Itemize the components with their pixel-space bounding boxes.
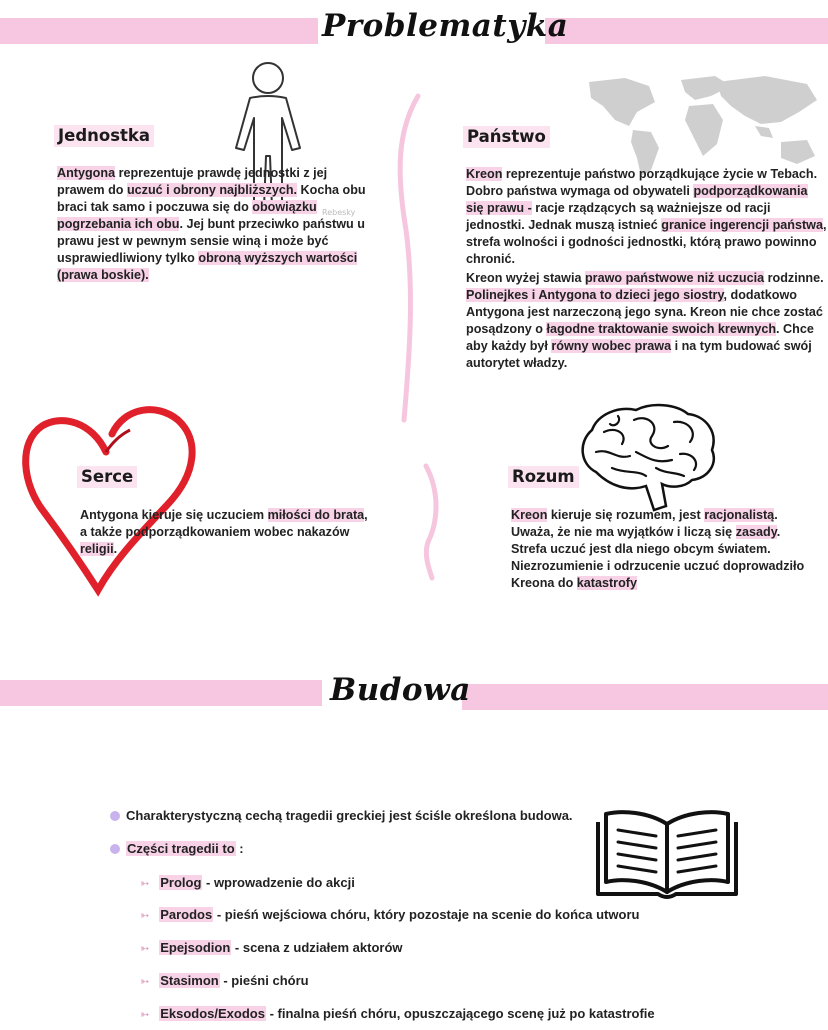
divider-curve [392, 90, 432, 430]
list-item-part [140, 973, 309, 988]
part-desc: - scena z udziałem aktorów [231, 940, 403, 955]
highlighted-text: Antygona [57, 166, 116, 180]
list-item-part [140, 940, 403, 955]
arrow-icon: ➳ [140, 910, 150, 922]
divider-curve-lower [418, 462, 448, 582]
highlighted-text: racjonalistą [704, 508, 775, 522]
arrow-icon: ➳ [140, 976, 150, 988]
paragraph-text: , strefa wolności i godności jednostki, którą prawo powinno chronić. [466, 218, 827, 266]
paragraph-text: Antygona kieruje się uczuciem [80, 508, 268, 522]
list-item-part [140, 875, 355, 890]
title-rozum: Rozum [508, 466, 579, 488]
highlighted-text: granice ingerencji państwa [661, 218, 823, 232]
bullet-dot-icon [110, 844, 120, 854]
part-term: Prolog [160, 875, 202, 890]
highlighted-text: Kreon [511, 508, 548, 522]
book-icon [592, 806, 742, 900]
header-band-left-2 [0, 680, 322, 706]
highlighted-text: prawo państwowe niż uczucia [584, 271, 765, 285]
part-term: Stasimon [160, 973, 219, 988]
highlighted-text: podporządkowania się prawu - [466, 184, 808, 215]
paragraph-text: , a także podporządkowaniem wobec nakazów [80, 508, 368, 539]
title-panstwo: Państwo [463, 126, 550, 148]
paragraph-text: . Uważa, że nie ma wyjątków i liczą się [511, 508, 778, 539]
paragraph-text: kieruje się rozumem, jest [547, 508, 705, 522]
part-desc: - pieśń wejściowa chóru, który pozostaje na scenie do końca utworu [213, 907, 640, 922]
heart-icon [18, 400, 198, 600]
paragraph-text: Kreon wyżej stawia [466, 271, 585, 285]
paragraph-jednostka [57, 165, 375, 284]
highlighted-text: równy wobec prawa [551, 339, 672, 353]
highlighted-text: miłości do brata [267, 508, 365, 522]
paragraph-panstwo-2 [466, 270, 828, 372]
header-band-right-2 [462, 684, 828, 710]
paragraph-text: . [113, 542, 118, 556]
bullet-text: Części tragedii to [127, 841, 235, 856]
brain-icon [576, 402, 718, 514]
title-jednostka: Jednostka [54, 125, 154, 147]
paragraph-text: , dodatkowo Antygona jest narzeczoną jego syna. Kreon nie chce zostać posądzony o [466, 288, 823, 336]
header-band-right [545, 18, 828, 44]
highlighted-text: Polinejkes i Antygona to dzieci jego siostry [466, 288, 724, 302]
paragraph-text: . Chce aby każdy był [466, 322, 814, 353]
bullet-dot-icon [110, 811, 120, 821]
paragraph-text: rodzinne. [764, 271, 824, 285]
part-term: Parodos [160, 907, 213, 922]
arrow-icon: ➳ [140, 878, 150, 890]
paragraph-text: racje rządzących są ważniejsze od racji jednostki. Jednak muszą istnieć [466, 201, 771, 232]
paragraph-text: reprezentuje prawdę jednostki z jej prawem do [57, 166, 328, 197]
section-heading-budowa: Budowa [330, 672, 471, 708]
part-desc: - finalna pieśń chóru, opuszczającego scenę już po katastrofie [265, 1006, 655, 1021]
bullet-czesci [110, 841, 244, 856]
section-heading-problematyka: Problematyka [322, 8, 569, 44]
part-desc: - pieśni chóru [219, 973, 309, 988]
paragraph-panstwo [466, 166, 828, 268]
highlighted-text: obowiązku pogrzebania ich obu [57, 200, 317, 231]
paragraph-text: . Jej bunt przeciwko państwu u prawu jest w pewnym sensie winą i może być usprawiedliwiony tylko [57, 217, 365, 265]
bullet-budowa [110, 808, 573, 823]
paragraph-text: . Strefa uczuć jest dla niego obcym światem. [511, 525, 781, 556]
bullet-text: Charakterystyczną cechą tragedii greckiej jest ściśle określona budowa. [126, 808, 573, 823]
header-band-left [0, 18, 318, 44]
list-item-part [140, 1006, 655, 1021]
paragraph-rozum [511, 507, 816, 558]
highlighted-text: katastrofy [576, 576, 637, 590]
arrow-icon: ➳ [140, 943, 150, 955]
part-desc: - wprowadzenie do akcji [202, 875, 355, 890]
highlighted-text: łagodne traktowanie swoich krewnych [546, 322, 777, 336]
paragraph-text: i na tym budować swój autorytet władzy. [466, 339, 812, 370]
part-term: Eksodos/Exodos [160, 1006, 265, 1021]
highlighted-text: religii [80, 542, 114, 556]
paragraph-text: Kocha obu braci tak samo i poczuwa się do [57, 183, 366, 214]
arrow-icon: ➳ [140, 1009, 150, 1021]
paragraph-rozum-2 [511, 558, 816, 592]
paragraph-serce [80, 507, 370, 558]
paragraph-text: reprezentuje państwo porządkujące życie w Tebach. Dobro państwa wymaga od obywateli [466, 167, 818, 198]
highlighted-text: Kreon [466, 167, 503, 181]
part-term: Epejsodion [160, 940, 231, 955]
watermark: Rebesky [322, 208, 356, 217]
title-serce: Serce [77, 466, 137, 488]
paragraph-text: Niezrozumienie i odrzucenie uczuć doprowadziło Kreona do [511, 559, 805, 590]
list-item-part [140, 907, 639, 922]
highlighted-text: uczuć i obrony najbliższych. [126, 183, 298, 197]
highlighted-text: zasady [735, 525, 777, 539]
highlighted-text: obroną wyższych wartości (prawa boskie). [57, 251, 358, 282]
bullet-suffix: : [235, 841, 244, 856]
